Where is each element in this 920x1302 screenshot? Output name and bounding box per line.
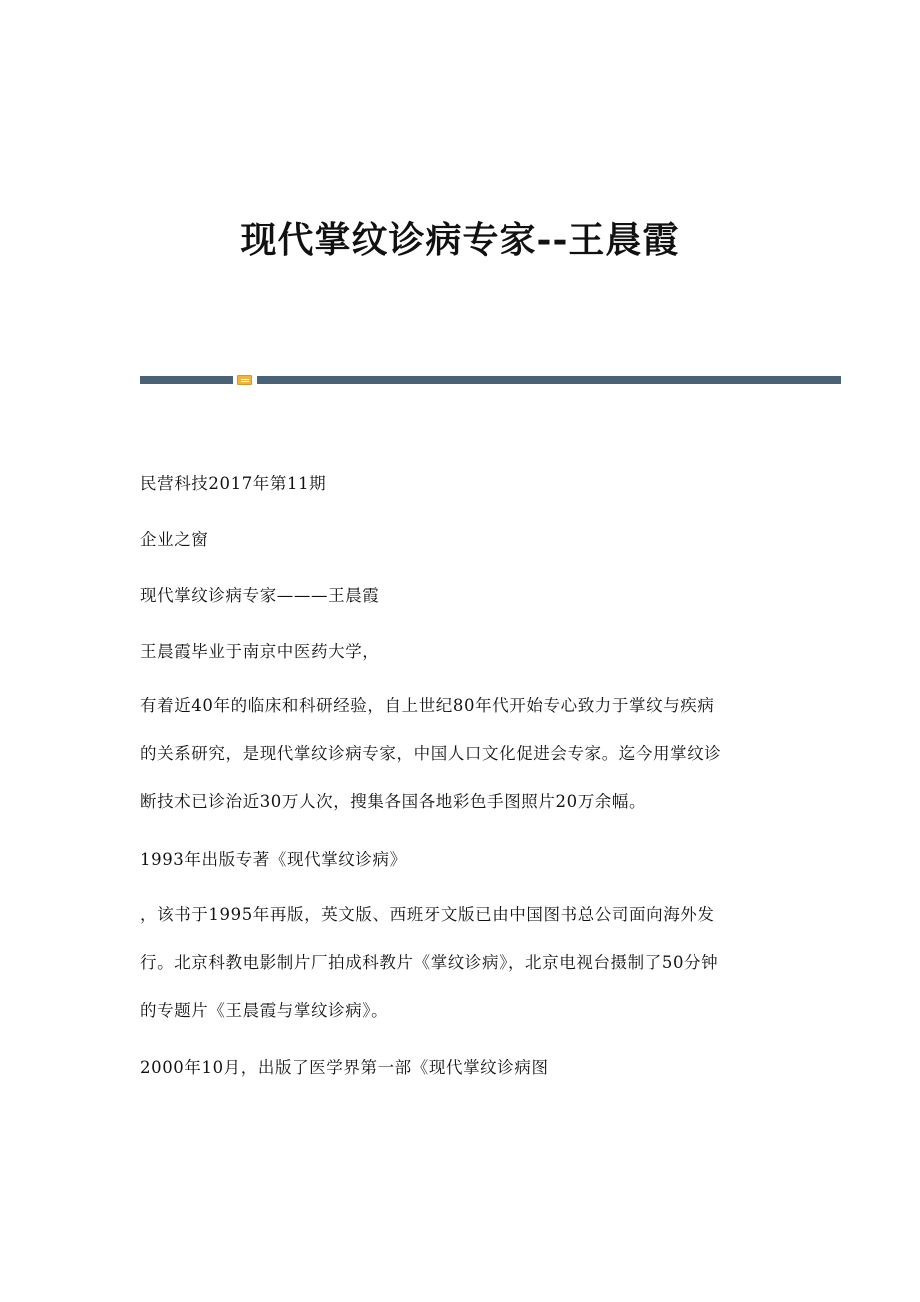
paragraph-4: [140, 891, 790, 1035]
paragraph-4-line: ，该书于1995年再版，英文版、西班牙文版已由中国图书总公司面向海外发: [140, 905, 715, 924]
paragraph-2: [140, 682, 790, 826]
document-title: 现代掌纹诊病专家--王晨霞: [240, 219, 680, 261]
paragraph-2-line: 断技术已诊治近30万人次，搜集各国各地彩色手图照片20万余幅。: [140, 792, 647, 811]
divider-bar-left: [140, 376, 233, 384]
paragraph-2-line: 有着近40年的临床和科研经验，自上世纪80年代开始专心致力于掌纹与疾病: [140, 696, 715, 715]
paragraph-3: 1993年出版专著《现代掌纹诊病》: [140, 850, 407, 869]
paragraph-1: 王晨霞毕业于南京中医药大学，: [140, 642, 380, 661]
source-line: 民营科技2017年第11期: [140, 474, 327, 493]
divider-bar-right: [257, 376, 841, 384]
paragraph-4-line: 的专题片《王晨霞与掌纹诊病》。: [140, 1001, 389, 1020]
article-subtitle: 现代掌纹诊病专家———王晨霞: [140, 586, 380, 605]
paragraph-2-line: 的关系研究，是现代掌纹诊病专家，中国人口文化促进会专家。迄今用掌纹诊: [140, 744, 722, 763]
column-label: 企业之窗: [140, 530, 209, 549]
paragraph-4-line: 行。北京科教电影制片厂拍成科教片《掌纹诊病》，北京电视台摄制了50分钟: [140, 953, 719, 972]
paragraph-5: 2000年10月，出版了医学界第一部《现代掌纹诊病图: [140, 1058, 549, 1077]
title-divider: [140, 375, 841, 384]
ornament-icon: [237, 375, 252, 385]
